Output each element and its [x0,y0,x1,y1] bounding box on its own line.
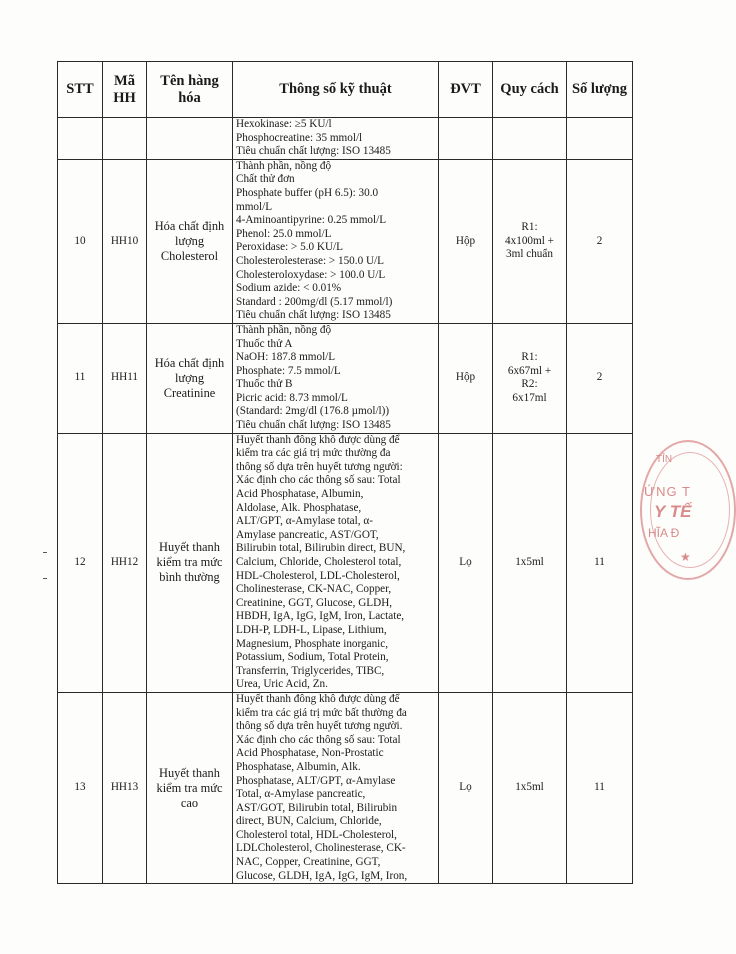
spec-line: Huyết thanh đông khô được dùng để [236,433,400,446]
stamp-text: ỨNG T [644,484,691,499]
stamp-text: HĨA Đ [648,526,680,540]
cell-dvt: Hộp [439,323,493,433]
name-line: bình thường [159,570,220,585]
table-row-hh12 [58,433,633,692]
cell-ten [147,118,233,160]
spec-line: Thành phần, nồng độ [236,323,332,336]
name-line: Huyết thanh [159,765,220,780]
cell-dvt: Lọ [439,433,493,692]
spec-line: Phenol: 25.0 mmol/L [236,227,332,240]
cell-ma: HH10 [103,159,147,323]
spec-line: Urea, Uric Acid, Zn. [236,678,328,691]
spec-line: Chất thử đơn [236,173,295,186]
cell-so-luong: 2 [567,323,633,433]
margin-tick [43,552,47,553]
cell-ma [103,118,147,160]
spec-line: Acid Phosphatase, Non-Prostatic [236,747,384,760]
spec-line: Hexokinase: ≥5 KU/l [236,118,332,130]
cell-so-luong: 11 [567,433,633,692]
cell-quy-cach [493,118,567,160]
quy-cach-line: 6x17ml [512,391,547,404]
cell-quy-cach [493,323,567,433]
quy-cach-line: 6x67ml + [507,364,552,377]
table-row-continuation [58,118,633,160]
cell-dvt [439,118,493,160]
name-line: Hóa chất định [154,355,225,370]
header-thong-so: Thông số kỹ thuật [233,62,439,118]
name-line: Creatinine [163,385,216,400]
name-line: lượng [174,370,205,385]
spec-line: kiểm tra các giá trị mức thường đa [236,447,391,460]
cell-stt: 12 [58,433,103,692]
spec-line: kiểm tra các giá trị mức bất thường đa [236,706,407,719]
cell-dvt: Lọ [439,692,493,883]
spec-line: Aldolase, Alk. Phosphatase, [236,501,362,514]
name-line: kiểm tra mức [156,780,223,795]
spec-line: LDH-P, LDH-L, Lipase, Lithium, [236,623,387,636]
cell-quy-cach [493,159,567,323]
cell-stt: 11 [58,323,103,433]
name-line: Hóa chất định [154,218,225,233]
spec-line: NaOH: 187.8 mmol/L [236,351,336,364]
name-line: kiểm tra mức [156,555,223,570]
spec-line: Standard : 200mg/dl (5.17 mmol/l) [236,295,393,308]
spec-line: Tiêu chuẩn chất lượng: ISO 13485 [236,145,391,158]
spec-line: 4-Aminoantipyrine: 0.25 mmol/L [236,214,387,227]
header-ten-hang-hoa: Tên hàng hóa [147,62,233,118]
header-so-luong: Số lượng [567,62,633,118]
header-dvt: ĐVT [439,62,493,118]
cell-stt: 10 [58,159,103,323]
spec-line: Thuốc thử B [236,378,293,391]
cell-stt: 13 [58,692,103,883]
spec-line: Amylase pancreatic, AST/GOT, [236,528,379,541]
stamp-text: Y TẾ [654,502,692,521]
spec-line: Peroxidase: > 5.0 KU/L [236,241,343,254]
spec-line: Phosphate: 7.5 mmol/L [236,364,341,377]
spec-line: Thành phần, nồng độ [236,159,332,172]
spec-line: Phosphatase, Albumin, Alk. [236,760,361,773]
spec-line: thông số dựa trên huyết tương người: [236,460,403,473]
cell-ma: HH11 [103,323,147,433]
name-line: lượng [174,233,205,248]
spec-line: Cholesterolesterase: > 150.0 U/L [236,254,384,267]
table-row-hh13 [58,692,633,883]
cell-dvt: Hộp [439,159,493,323]
header-stt: STT [58,62,103,118]
spec-line: Bilirubin total, Bilirubin direct, BUN, [236,542,406,555]
table-row-hh11 [58,323,633,433]
quy-cach-line: R2: [521,378,538,391]
spec-line: HBDH, IgA, IgG, IgM, Iron, Lactate, [236,610,405,623]
spec-line: Xác định cho các thông số sau: Total [236,474,401,487]
name-line: Cholesterol [160,248,219,263]
cell-spec [233,323,439,433]
cell-ten [147,692,233,883]
cell-so-luong [567,118,633,160]
spec-line: HDL-Cholesterol, LDL-Cholesterol, [236,569,400,582]
spec-line: Xác định cho các thông số sau: Total [236,733,401,746]
quy-cach-line: 3ml chuẩn [506,248,553,261]
stamp-text: TỈN [656,454,673,465]
cell-ten [147,323,233,433]
spec-line: Cholinesterase, CK-NAC, Copper, [236,583,392,596]
cell-so-luong: 11 [567,692,633,883]
spec-line: Creatinine, GGT, Glucose, GLDH, [236,596,393,609]
spec-line: Thuốc thử A [236,337,293,350]
spec-line: thông số dựa trên huyết tương người. [236,720,403,733]
spec-line: AST/GOT, Bilirubin total, Bilirubin [236,801,398,814]
cell-ten [147,433,233,692]
spec-line: mmol/L [236,200,273,213]
cell-ma: HH12 [103,433,147,692]
spec-line: ALT/GPT, α-Amylase total, α- [236,515,373,528]
cell-spec [233,159,439,323]
spec-line: Transferrin, Triglycerides, TIBC, [236,664,385,677]
spec-line: Magnesium, Phosphate inorganic, [236,637,389,650]
spec-line: NAC, Copper, Creatinine, GGT, [236,856,381,869]
quy-cach-line: 4x100ml + [505,234,554,247]
spec-line: LDLCholesterol, Cholinesterase, CK- [236,842,406,855]
cell-spec [233,118,439,160]
spec-table [57,61,633,884]
cell-so-luong: 2 [567,159,633,323]
spec-line: Phosphate buffer (pH 6.5): 30.0 [236,186,379,199]
cell-spec [233,433,439,692]
spec-line: Huyết thanh đông khô được dùng để [236,692,400,705]
header-quy-cach: Quy cách [493,62,567,118]
spec-line: Picric acid: 8.73 mmol/L [236,391,348,404]
spec-line: Tiêu chuẩn chất lượng: ISO 13485 [236,419,391,432]
table-row-hh10 [58,159,633,323]
spec-line: Tiêu chuẩn chất lượng: ISO 13485 [236,309,391,322]
name-line: cao [180,795,199,810]
official-stamp [640,440,736,580]
quy-cach-line: R1: [521,351,538,364]
spec-line: direct, BUN, Calcium, Chloride, [236,815,382,828]
cell-quy-cach: 1x5ml [493,692,567,883]
spec-line: Sodium azide: < 0.01% [236,282,342,295]
spec-line: Glucose, GLDH, IgA, IgG, IgM, Iron, [236,869,408,882]
stamp-star-icon: ★ [680,550,691,564]
cell-ma: HH13 [103,692,147,883]
spec-line: Potassium, Sodium, Total Protein, [236,651,389,664]
cell-ten [147,159,233,323]
margin-tick [43,578,47,579]
spec-line: Acid Phosphatase, Albumin, [236,488,364,501]
header-ma-hh: Mã HH [103,62,147,118]
spec-line: Total, α-Amylase pancreatic, [236,788,366,801]
spec-line: Cholesteroloxydase: > 100.0 U/L [236,268,386,281]
cell-quy-cach: 1x5ml [493,433,567,692]
spec-line: Phosphatase, ALT/GPT, α-Amylase [236,774,396,787]
quy-cach-line: R1: [521,220,538,233]
spec-line: (Standard: 2mg/dl (176.8 µmol/l)) [236,405,390,418]
spec-line: Phosphocreatine: 35 mmol/l [236,131,363,144]
spec-line: Cholesterol total, HDL-Cholesterol, [236,828,397,841]
header-row [58,62,633,118]
name-line: Huyết thanh [159,540,220,555]
cell-stt [58,118,103,160]
spec-line: Calcium, Chloride, Cholesterol total, [236,556,402,568]
cell-spec [233,692,439,883]
